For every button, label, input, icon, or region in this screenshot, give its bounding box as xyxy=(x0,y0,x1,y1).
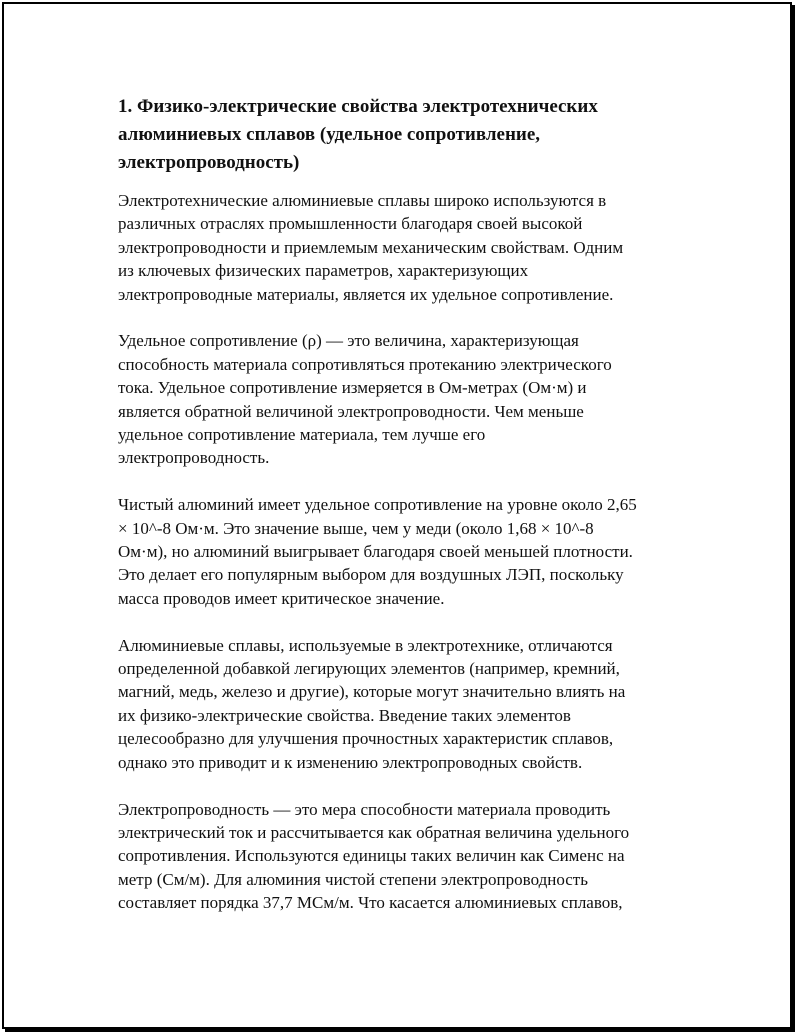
paragraph-conductivity: Электропроводность — это мера способности материала проводить электрический ток и рассчитывается как обратная величина удельного сопротивления. Используются единицы таких величин как Сименс на метр (См/м). Для алюминия чистой степени электропроводность составляет порядка 37,7 МСм/м. Что касается алюминиевых сплавов, xyxy=(118,799,630,913)
paragraph-resistivity-definition: Удельное сопротивление (ρ) — это величина, характеризующая способность материала сопротивляться протеканию электрического тока. Удельное сопротивление измеряется в Ом-метрах (Ом·м) и является обратной величиной электропроводности. Чем меньше удельное сопротивление материала, тем лучше его электропроводность. xyxy=(118,331,612,468)
section-heading: 1. Физико-электрические свойства электротехнических алюминиевых сплавов (удельное сопротивление, электропроводность) xyxy=(118,96,598,173)
paragraph-pure-aluminum: Чистый алюминий имеет удельное сопротивление на уровне около 2,65 × 10^-8 Ом·м. Это значение выше, чем у меди (около 1,68 × 10^-8 Ом·м), но алюминий выигрывает благодаря своей меньшей плотности. Это делает его популярным выбором для воздушных ЛЭП, поскольку масса проводов имеет критическое значение. xyxy=(118,495,637,608)
document-body xyxy=(118,93,698,915)
paragraph-alloying-elements: Алюминиевые сплавы, используемые в электротехнике, отличаются определенной добавкой легирующих элементов (например, кремний, магний, медь, железо и другие), которые могут значительно влиять на их физико-электрические свойства. Введение таких элементов целесообразно для улучшения прочностных характеристик сплавов, однако это приводит и к изменению электропроводных свойств. xyxy=(118,635,626,772)
paragraph-intro: Электротехнические алюминиевые сплавы широко используются в различных отраслях промышленности благодаря своей высокой электропроводности и приемлемым механическим свойствам. Одним из ключевых физических параметров, характеризующих электропроводные материалы, является их удельное сопротивление. xyxy=(118,191,624,304)
